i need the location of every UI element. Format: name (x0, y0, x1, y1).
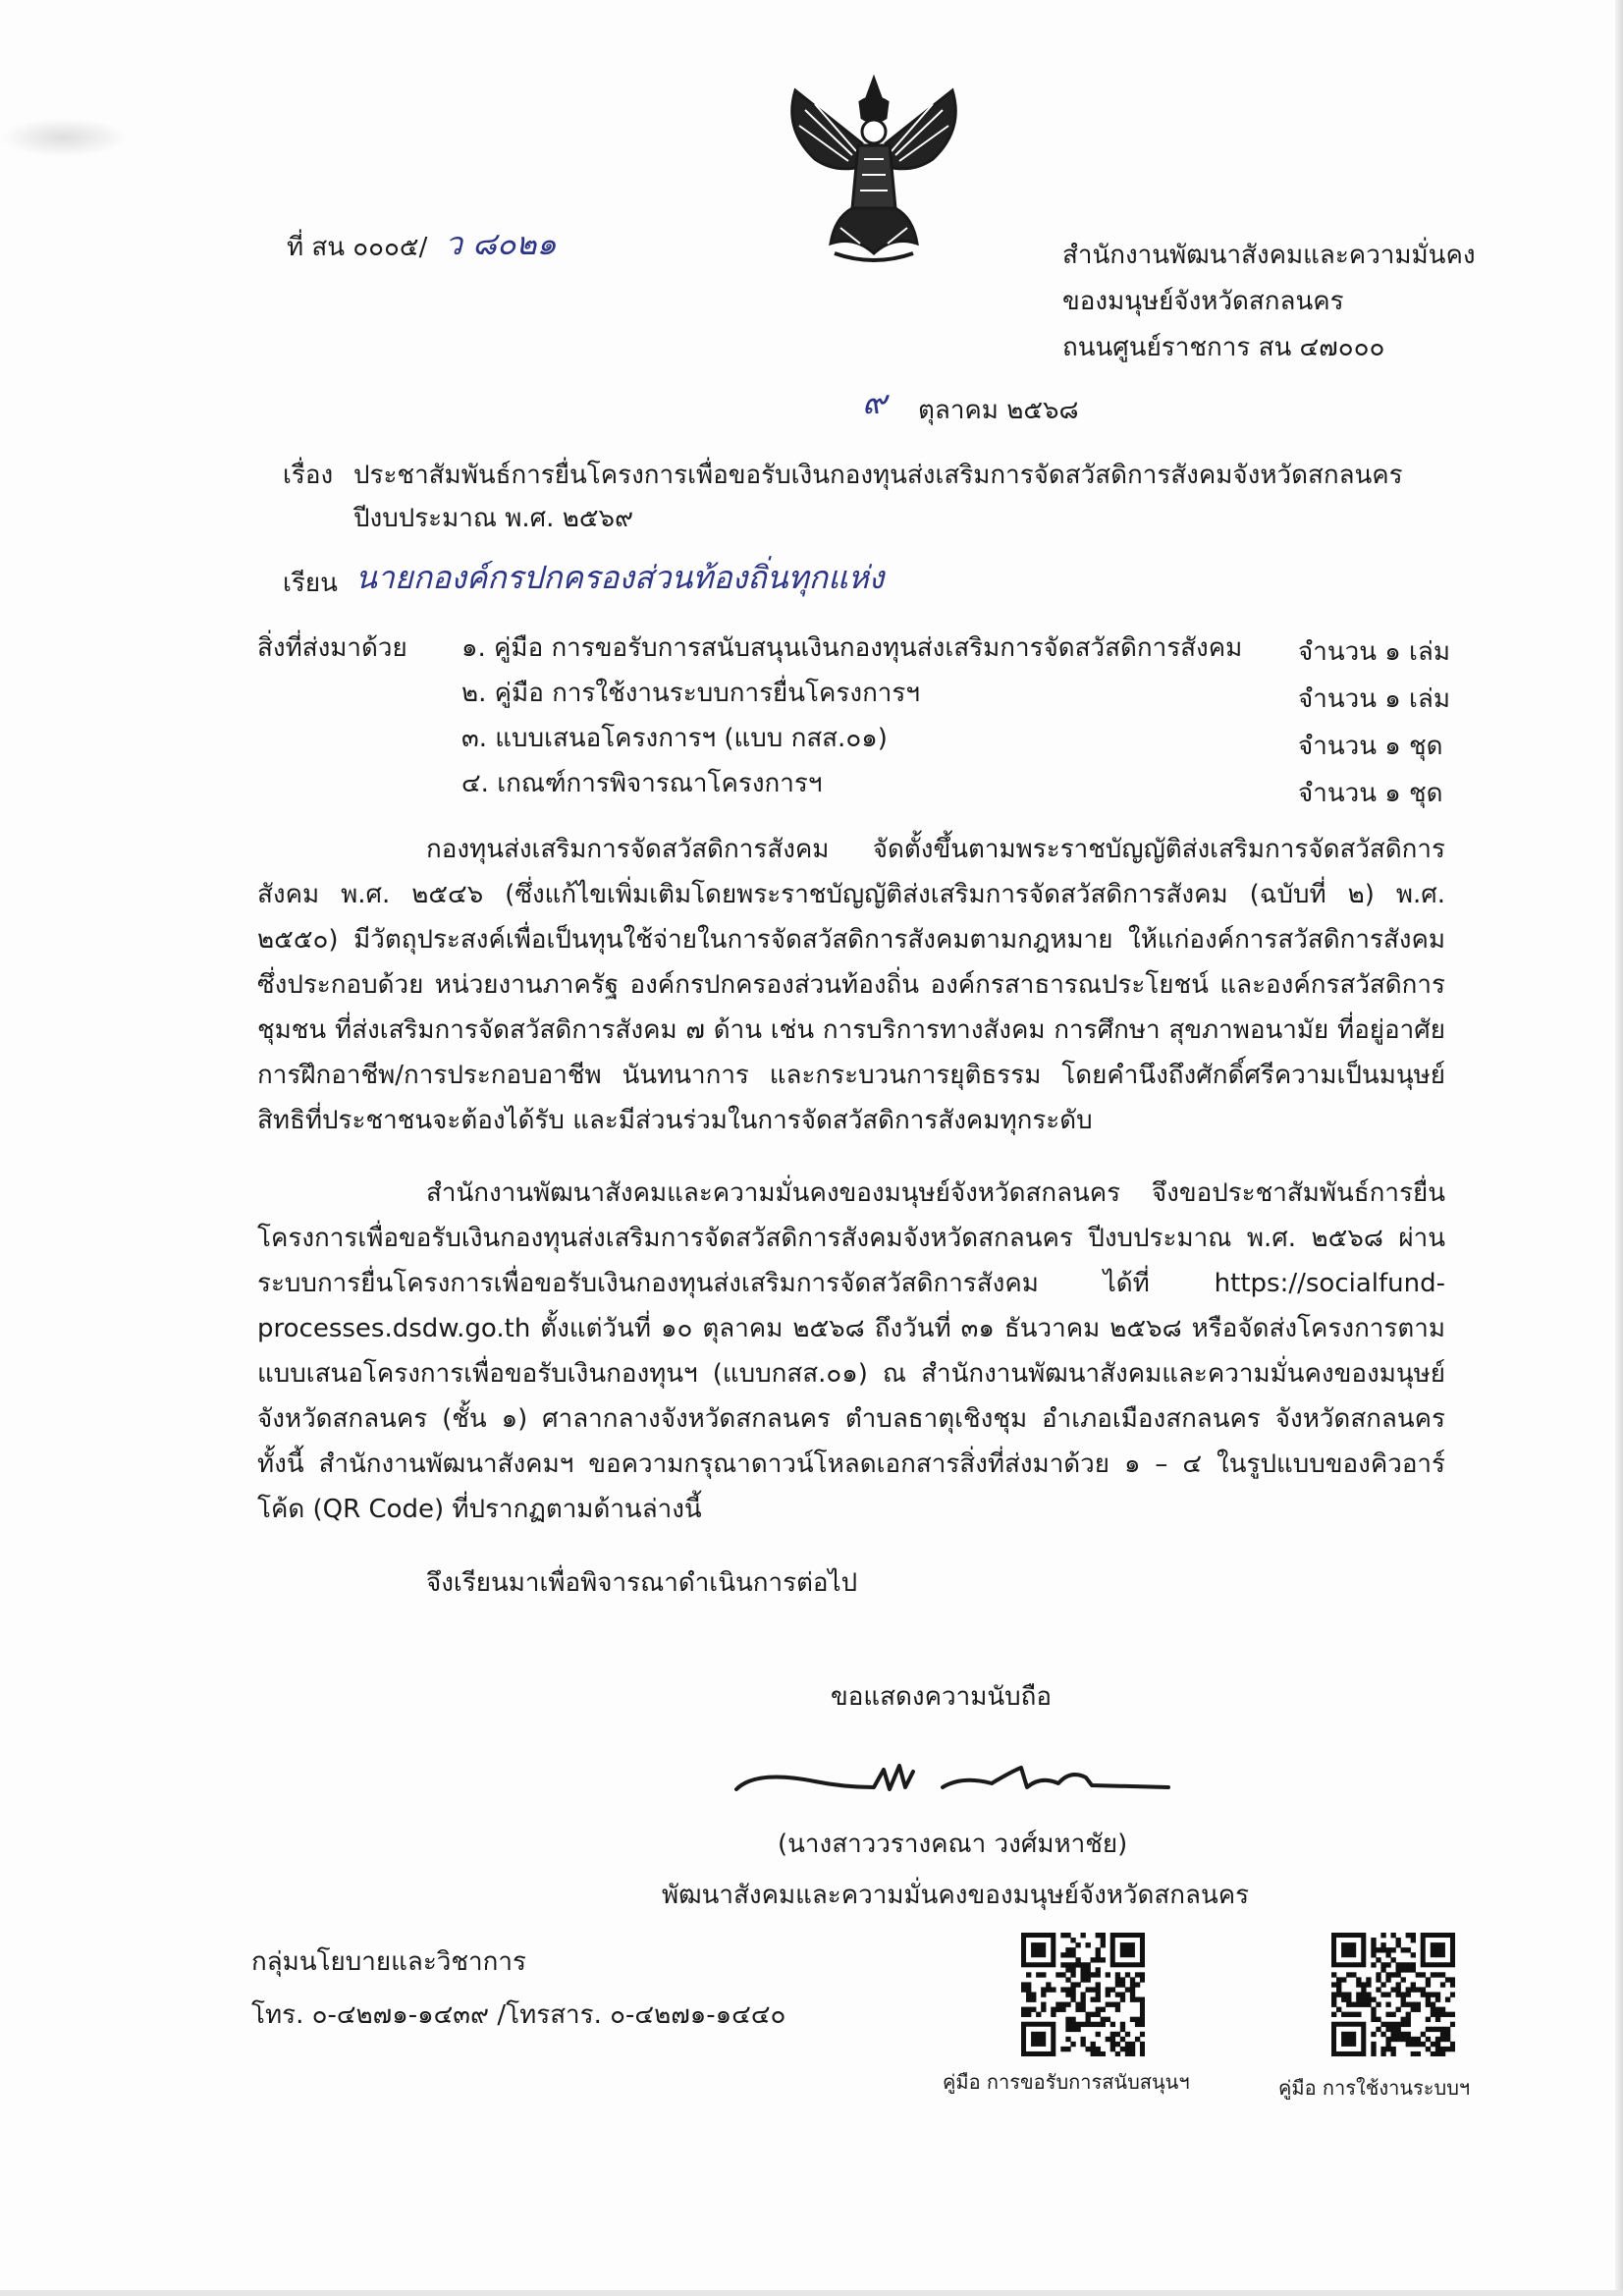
footer-contact: โทร. ๐-๔๒๗๑-๑๔๓๙ /โทรสาร. ๐-๔๒๗๑-๑๔๔๐ (251, 2000, 786, 2030)
office-line-1: สำนักงานพัฒนาสังคมและความมั่นคง (1062, 241, 1476, 270)
enclosures-label: สิ่งที่ส่งมาด้วย (257, 633, 407, 663)
reference-number-label: ที่ สน ๐๐๐๕/ (287, 233, 428, 262)
body-paragraph-2-block (257, 1171, 1445, 1532)
scan-edge-bottom (0, 2290, 1623, 2296)
enclosure-quantity: จำนวน ๑ เล่ม (1298, 684, 1450, 714)
date-day-handwritten: ๙ (862, 383, 887, 422)
body-paragraph-2: สำนักงานพัฒนาสังคมและความมั่นคงของมนุษย์จังหวัดสกลนคร จึงขอประชาสัมพันธ์การยื่นโครงการเพื่อขอรับเงินกองทุนส่งเสริมการจัดสวัสดิการสังคมจังหวัดสกลนคร ปีงบประมาณ พ.ศ. ๒๕๖๘ ผ่านระบบการยื่นโครงการเพื่อขอรับเงินกองทุนส่งเสริมการจัดสวัสดิการสังคม ได้ที่ https://socialfund-processes.dsdw.go.th ตั้งแต่วันที่ ๑๐ ตุลาคม ๒๕๖๘ ถึงวันที่ ๓๑ ธันวาคม ๒๕๖๘ หรือจัดส่งโครงการตามแบบเสนอโครงการเพื่อขอรับเงินกองทุนฯ (แบบกสส.๐๑) ณ สำนักงานพัฒนาสังคมและความมั่นคงของมนุษย์จังหวัดสกลนคร (ชั้น ๑) ศาลากลางจังหวัดสกลนคร ตำบลธาตุเชิงชุม อำเภอเมืองสกลนคร จังหวัดสกลนคร ทั้งนี้ สำนักงานพัฒนาสังคมฯ ขอความกรุณาดาวน์โหลดเอกสารสิ่งที่ส่งมาด้วย ๑ – ๔ ในรูปแบบของคิวอาร์โค้ด (QR Code) ที่ปรากฏตามด้านล่างนี้ (257, 1178, 1445, 1524)
office-line-3: ถนนศูนย์ราชการ สน ๔๗๐๐๐ (1062, 333, 1385, 362)
salutation-recipient-handwritten: นายกองค์กรปกครองส่วนท้องถิ่นทุกแห่ง (355, 559, 885, 596)
signature (727, 1748, 1178, 1817)
signatory-name: (นางสาววรางคณา วงศ์มหาชัย) (778, 1830, 1128, 1859)
enclosure-item: ๔. เกณฑ์การพิจารณาโครงการฯ (461, 769, 823, 798)
subject-line-1: ประชาสัมพันธ์การยื่นโครงการเพื่อขอรับเงินกองทุนส่งเสริมการจัดสวัสดิการสังคมจังหวัดสกลนคร (353, 461, 1403, 490)
footer-division: กลุ่มนโยบายและวิชาการ (251, 1947, 526, 1977)
office-line-2: ของมนุษย์จังหวัดสกลนคร (1062, 287, 1344, 316)
scan-edge-right (1615, 0, 1623, 2296)
subject-label: เรื่อง (283, 461, 334, 490)
scan-smudge (0, 118, 128, 157)
qr-caption: คู่มือ การขอรับการสนับสนุนฯ (943, 2070, 1190, 2094)
reference-number-handwritten: ว ๘๐๒๑ (445, 225, 557, 262)
enclosure-quantity: จำนวน ๑ เล่ม (1298, 637, 1450, 667)
salutation-label: เรียน (283, 569, 338, 598)
body-paragraph-3: จึงเรียนมาเพื่อพิจารณาดำเนินการต่อไป (426, 1568, 858, 1598)
enclosure-item: ๒. คู่มือ การใช้งานระบบการยื่นโครงการฯ (461, 679, 920, 708)
date-text: ตุลาคม ๒๕๖๘ (918, 396, 1079, 425)
body-paragraph-1-block (257, 827, 1445, 1143)
garuda-emblem (776, 71, 972, 267)
closing-regards: ขอแสดงความนับถือ (831, 1682, 1052, 1712)
qr-code-manual-support (1021, 1933, 1145, 2056)
enclosure-quantity: จำนวน ๑ ชุด (1298, 732, 1443, 761)
enclosure-quantity: จำนวน ๑ ชุด (1298, 779, 1443, 808)
subject-line-2: ปีงบประมาณ พ.ศ. ๒๕๖๙ (353, 504, 634, 533)
signatory-position: พัฒนาสังคมและความมั่นคงของมนุษย์จังหวัดสกลนคร (662, 1881, 1250, 1910)
qr-caption: คู่มือ การใช้งานระบบฯ (1278, 2076, 1471, 2100)
enclosure-item: ๑. คู่มือ การขอรับการสนับสนุนเงินกองทุนส่งเสริมการจัดสวัสดิการสังคม (461, 633, 1243, 663)
body-paragraph-1: กองทุนส่งเสริมการจัดสวัสดิการสังคม จัดตั้งขึ้นตามพระราชบัญญัติส่งเสริมการจัดสวัสดิการสังคม พ.ศ. ๒๕๔๖ (ซึ่งแก้ไขเพิ่มเติมโดยพระราชบัญญัติส่งเสริมการจัดสวัสดิการสังคม (ฉบับที่ ๒) พ.ศ. ๒๕๕๐) มีวัตถุประสงค์เพื่อเป็นทุนใช้จ่ายในการจัดสวัสดิการสังคมตามกฎหมาย ให้แก่องค์การสวัสดิการสังคม ซึ่งประกอบด้วย หน่วยงานภาครัฐ องค์กรปกครองส่วนท้องถิ่น องค์กรสาธารณประโยชน์ และองค์กรสวัสดิการชุมชน ที่ส่งเสริมการจัดสวัสดิการสังคม ๗ ด้าน เช่น การบริการทางสังคม การศึกษา สุขภาพอนามัย ที่อยู่อาศัย การฝึกอาชีพ/การประกอบอาชีพ นันทนาการ และกระบวนการยุติธรรม โดยคำนึงถึงศักดิ์ศรีความเป็นมนุษย์ สิทธิที่ประชาชนจะต้องได้รับ และมีส่วนร่วมในการจัดสวัสดิการสังคมทุกระดับ (257, 835, 1445, 1135)
enclosure-item: ๓. แบบเสนอโครงการฯ (แบบ กสส.๐๑) (461, 724, 888, 753)
qr-code-manual-system (1331, 1933, 1455, 2056)
